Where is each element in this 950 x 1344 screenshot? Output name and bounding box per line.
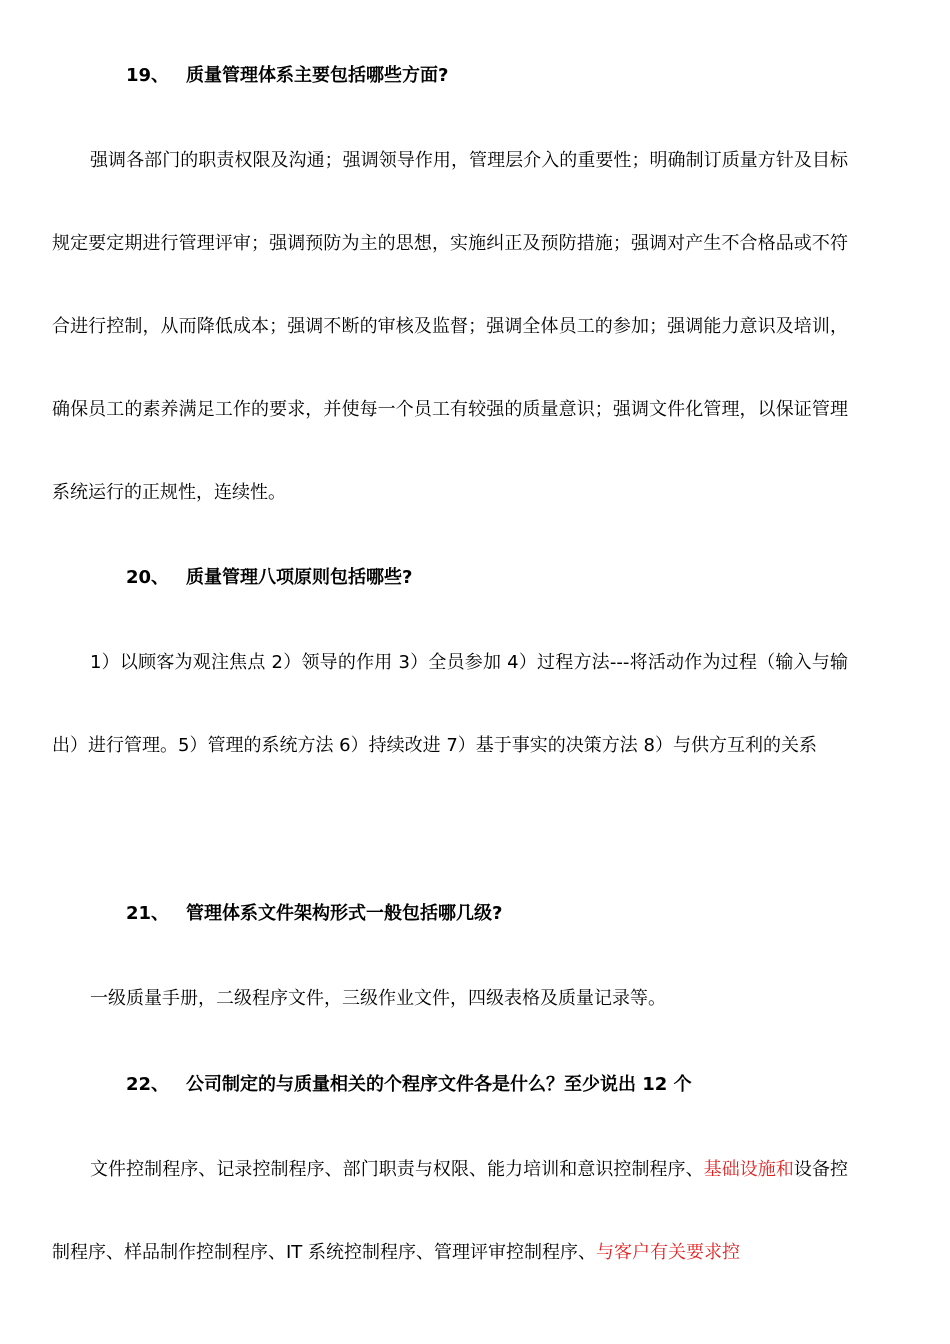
question-title: 质量管理体系主要包括哪些方面? xyxy=(186,65,449,86)
answer-highlight: 与客户有关要求控 xyxy=(596,1242,741,1263)
question-19-answer: 强调各部门的职责权限及沟通；强调领导作用，管理层介入的重要性；明确制订质量方针及目标规定要定期进行管理评审；强调预防为主的思想，实施纠正及预防措施；强调对产生不合格品或不符合进行控制，从而降低成本；强调不断的审核及监督；强调全体员工的参加；强调能力意识及培训，确保员工的素养满足工作的要求，并使每一个员工有较强的质量意识；强调文件化管理，以保证管理系统运行的正规性，连续性。 xyxy=(52,150,848,503)
question-22-heading xyxy=(126,1073,692,1097)
question-19-heading xyxy=(126,64,448,88)
question-22-answer xyxy=(52,1128,848,1294)
answer-highlight: 基础设施和 xyxy=(703,1159,794,1180)
question-21-heading xyxy=(126,902,502,926)
question-title: 质量管理八项原则包括哪些? xyxy=(186,567,413,588)
question-21-answer: 一级质量手册，二级程序文件，三级作业文件，四级表格及质量记录等。 xyxy=(90,988,666,1009)
question-number: 20、 xyxy=(126,567,170,588)
question-number: 19、 xyxy=(126,65,170,86)
question-20-answer: 1）以顾客为观注焦点 2）领导的作用 3）全员参加 4）过程方法---将活动作为过程（输入与输出）进行管理。5）管理的系统方法 6）持续改进 7）基于事实的决策方法 8）与供方互利的关系 xyxy=(52,652,848,756)
question-title: 公司制定的与质量相关的个程序文件各是什么？至少说出 12 个 xyxy=(186,1074,692,1095)
question-20-heading xyxy=(126,566,412,590)
question-title: 管理体系文件架构形式一般包括哪几级? xyxy=(186,903,503,924)
answer-text: 设备控制程序、样品制作控制程序、IT 系统控制程序、管理评审控制程序、 xyxy=(52,1159,849,1263)
question-number: 21、 xyxy=(126,903,170,924)
answer-text: 文件控制程序、记录控制程序、部门职责与权限、能力培训和意识控制程序、 xyxy=(90,1159,704,1180)
question-number: 22、 xyxy=(126,1074,170,1095)
